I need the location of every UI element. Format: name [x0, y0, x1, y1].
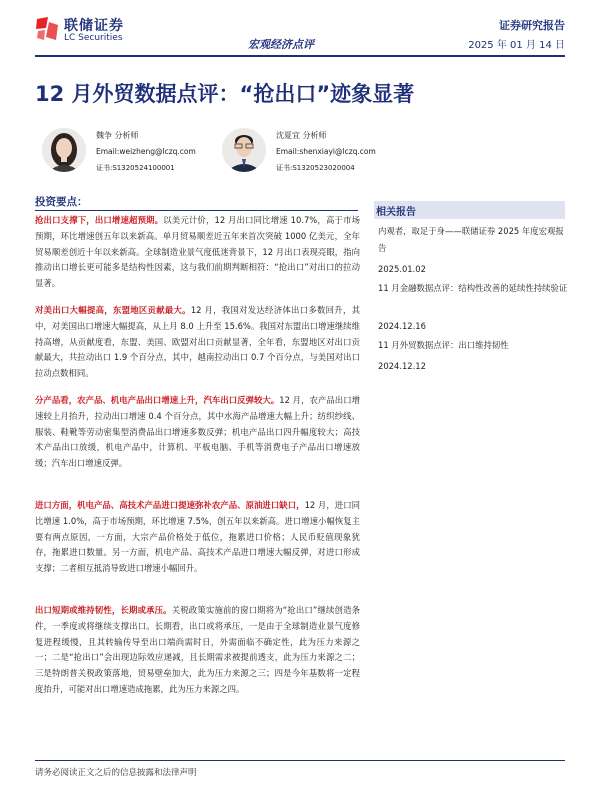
- company-logo-icon: [35, 16, 59, 42]
- key-points-divider: [35, 210, 358, 211]
- related-report-link[interactable]: 内观者，取足于身——联储证券 2025 年度宏观报告: [378, 226, 564, 253]
- key-point-paragraph: [35, 603, 360, 698]
- key-point-body: 12 月，我国对发达经济体出口多数回升，其中，对美国出口增速大幅提高，从上月 8.0 上升至 15.6%。我国对东盟出口增速继续维持高增，从贡献度看，东盟、美国、欧盟对出口贡献显著，全年看，东盟地区对出口贡献最大，共拉动出口 1.9 个百分点，其中，越南拉动出口 0.7 个百分点，与美国对出口拉动点数相同。: [35, 305, 360, 379]
- key-point-lead: 进口方面，机电产品、高技术产品进口提速弥补农产品、原油进口缺口，: [35, 500, 305, 510]
- key-point-body: 以美元计价，12 月出口同比增速 10.7%，高于市场预期，环比增速创五年以来新高。单月贸易顺差近五年来首次突破 1000 亿美元，全年贸易顺差创近十年以来新高。全球制造业景气度低迷背景下，12 月出口表现亮眼，指向推动出口增长更可能多是结构性因素，这与我们前期判断相符：“抢出口”对出口的拉动显著。: [35, 215, 361, 289]
- key-point-paragraph: [35, 393, 360, 472]
- report-date: 2025 年 01 月 14 日: [468, 40, 565, 51]
- key-points-title: 投资要点：: [35, 196, 88, 208]
- key-point-lead: 对美出口大幅提高，东盟地区贡献最大。: [35, 305, 191, 315]
- related-report-link[interactable]: 11 月金融数据点评：结构性改善的延续性持续验证: [378, 283, 568, 293]
- analyst-certificate: 证书:S1320524100001: [96, 164, 175, 172]
- report-section: 宏观经济点评: [248, 38, 314, 51]
- analyst-certificate: 证书:S1320523020004: [276, 164, 355, 172]
- company-name: 联储证券: [64, 18, 124, 34]
- key-point-lead: 出口短期或维持韧性，长期或承压。: [35, 605, 172, 615]
- key-point-paragraph: [35, 303, 360, 382]
- key-point-lead: 抢出口支撑下，出口增速超预期。: [35, 215, 164, 225]
- related-report-date: 2024.12.12: [378, 361, 426, 371]
- related-report-date: 2024.12.16: [378, 321, 426, 331]
- analyst-name: 沈夏宜 分析师: [276, 131, 327, 140]
- key-point-body: 12 月，农产品出口增速较上月抬升，拉动出口增速 0.4 个百分点，其中水海产品增速大幅上升；纺织纱线、服装、鞋靴等劳动密集型消费品出口增速多数反弹；机电产品出口四升幅度较大；高技术产品出口放缓，机电产品中，计算机、平板电脑、手机等消费电子产品出口增速放缓；汽车出口增速反弹。: [35, 395, 360, 469]
- key-point-body: 关税政策实施前的窗口期将为“抢出口”继续创造条件，一季度或将继续支撑出口。长期看，出口或将承压，一是由于全球制造业景气度修复进程缓慢，且其转输传导至出口端尚需时日，外需面临不确定性，此为压力来源之一；二是“抢出口”会出现边际效应递减，且长期需求被提前透支，此为压力来源之二；三是特朗普关税政策落地，贸易壁垒加大，此为压力来源之三；四是今年基数将一定程度抬升，可能对出口增速造成拖累，此为压力来源之四。: [35, 605, 360, 694]
- analyst-email[interactable]: Email:weizheng@lczq.com: [96, 147, 196, 156]
- page-title: 12 月外贸数据点评：“抢出口”迹象显著: [35, 82, 415, 106]
- analyst-avatar: [222, 128, 266, 172]
- report-type: 证券研究报告: [499, 19, 565, 32]
- header-divider: [35, 55, 565, 57]
- analyst-email[interactable]: Email:shenxiayi@lczq.com: [276, 147, 376, 156]
- analyst-name: 魏争 分析师: [96, 131, 139, 140]
- related-reports-title: 相关报告: [374, 201, 565, 219]
- footer-disclaimer: 请务必阅读正文之后的信息披露和法律声明: [35, 768, 197, 778]
- key-point-lead: 分产品看，农产品、机电产品出口增速上升，汽车出口反弹较大。: [35, 395, 280, 405]
- page-header: [0, 0, 600, 60]
- footer-divider: [35, 760, 565, 761]
- related-report-date: 2025.01.02: [378, 264, 426, 274]
- key-point-paragraph: [35, 498, 360, 577]
- analyst-avatar: [42, 128, 86, 172]
- related-report-link[interactable]: 11 月外贸数据点评：出口维持韧性: [378, 340, 509, 350]
- key-point-paragraph: [35, 213, 360, 292]
- company-name-en: LC Securities: [64, 33, 123, 43]
- key-point-body: 12 月，进口同比增速 1.0%，高于市场预期，环比增速 7.5%，创五年以来新高。进口增速小幅恢复主要有两点原因，一方面，大宗产品价格处于低位，拖累进口价格；人民币贬值现象犹存，拖累进口数量。另一方面，机电产品、高技术产品进口增速大幅反弹，对进口形成支撑；二者相互抵消导致进口增速小幅回升。: [35, 500, 360, 574]
